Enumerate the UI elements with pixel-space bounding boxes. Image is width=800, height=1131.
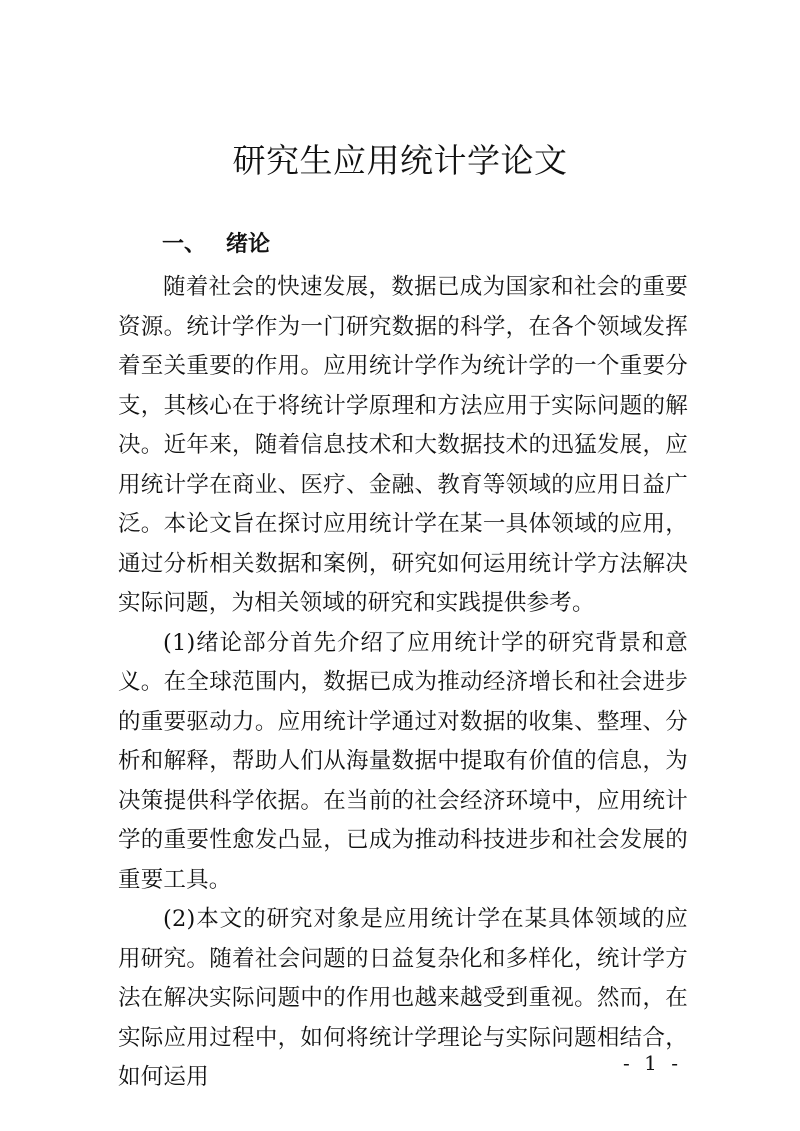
paragraph: 随着社会的快速发展，数据已成为国家和社会的重要资源。统计学作为一门研究数据的科学，在各个领域发挥着至关重要的作用。应用统计学作为统计学的一个重要分支，其核心在于将统计学原理和方法应用于实际问题的解决。近年来，随着信息技术和大数据技术的迅猛发展，应用统计学在商业、医疗、金融、教育等领域的应用日益广泛。本论文旨在探讨应用统计学在某一具体领域的应用，通过分析相关数据和案例，研究如何运用统计学方法解决实际问题，为相关领域的研究和实践提供参考。 [118, 274, 688, 616]
section-heading-text: 绪论 [226, 232, 271, 257]
paragraph: (2)本文的研究对象是应用统计学在某具体领域的应用研究。随着社会问题的日益复杂化和多样化，统计学方法在解决实际问题中的作用也越来越受到重视。然而，在实际应用过程中，如何将统计学理论与实际问题相结合，如何运用 [118, 906, 688, 1090]
section-number: 一、 [162, 232, 207, 257]
paragraph: (1)绪论部分首先介绍了应用统计学的研究背景和意义。在全球范围内，数据已成为推动经济增长和社会进步的重要驱动力。应用统计学通过对数据的收集、整理、分析和解释，帮助人们从海量数据中提取有价值的信息，为决策提供科学依据。在当前的社会经济环境中，应用统计学的重要性愈发凸显，已成为推动科技进步和社会发展的重要工具。 [118, 629, 688, 893]
page-number: - 1 - [623, 1051, 682, 1075]
document-title: 研究生应用统计学论文 [232, 141, 568, 180]
section-heading [162, 230, 270, 260]
document-body [118, 268, 688, 1098]
